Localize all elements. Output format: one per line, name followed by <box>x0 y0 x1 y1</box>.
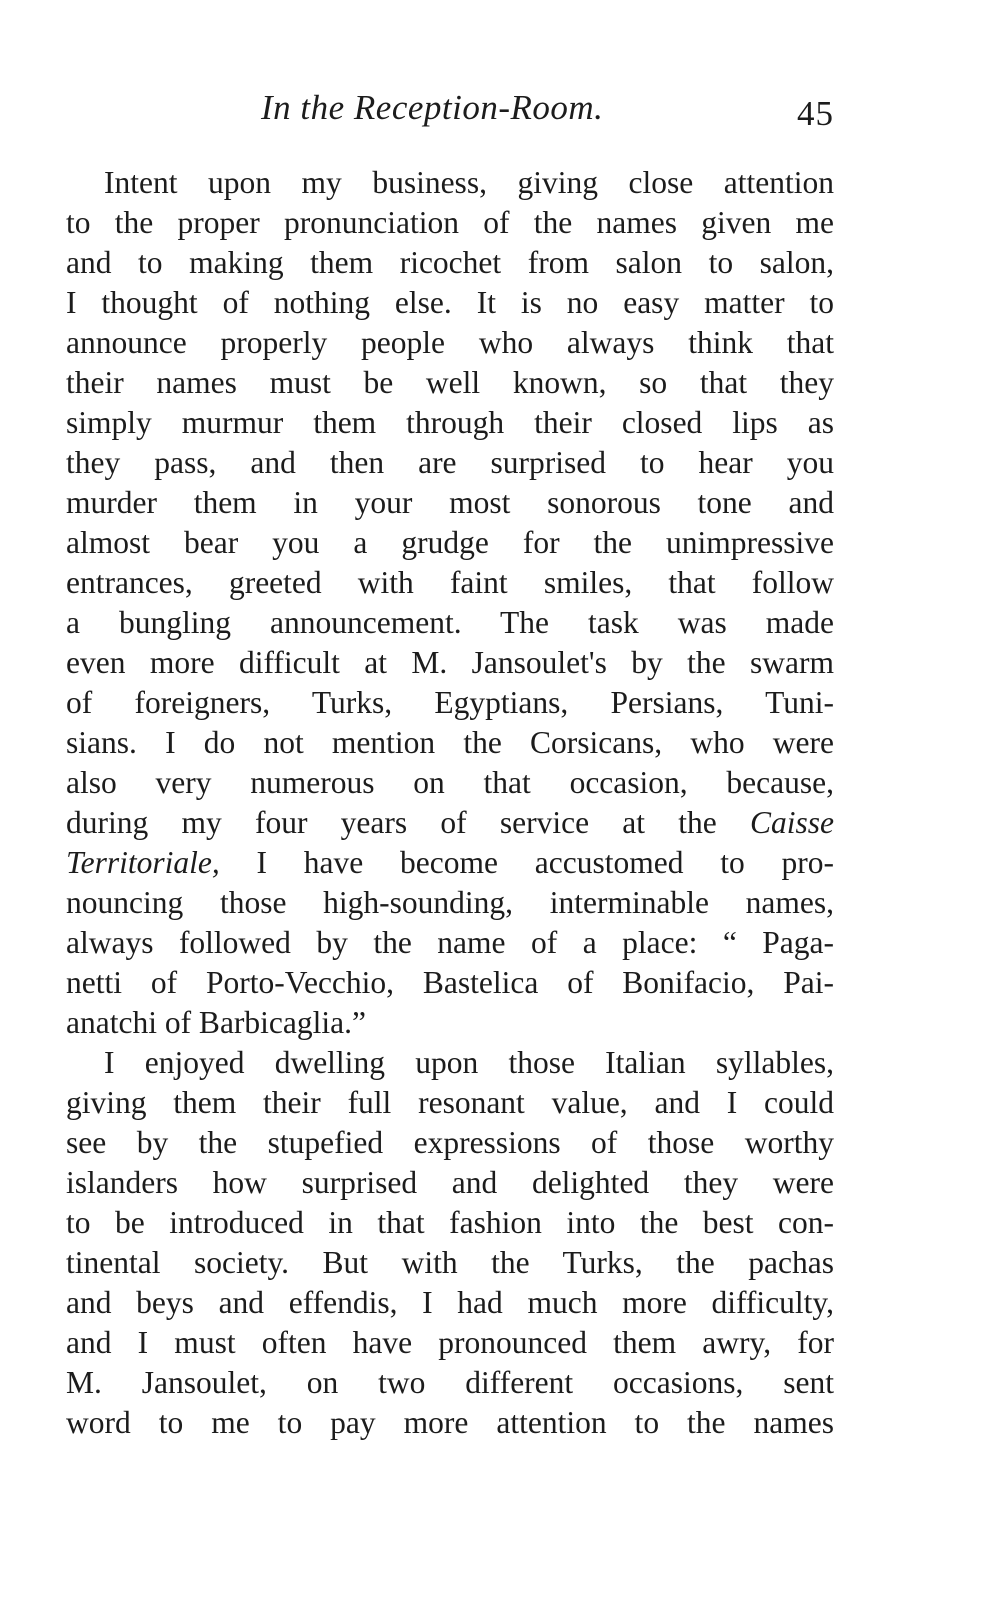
running-title: In the Reception-Room. <box>261 88 604 127</box>
text-line: word to me to pay more attention to the names <box>66 1405 834 1440</box>
text-line: almost bear you a grudge for the unimpressive <box>66 525 834 560</box>
text-line: M. Jansoulet, on two different occasions, sent <box>66 1365 834 1400</box>
text-line: even more difficult at M. Jansoulet's by the swarm <box>66 645 834 680</box>
text-line: islanders how surprised and delighted they were <box>66 1165 834 1200</box>
page-header <box>66 88 834 138</box>
italic-term: Territoriale, <box>66 845 220 880</box>
text-line: simply murmur them through their closed lips as <box>66 405 834 440</box>
text-line: sians. I do not mention the Corsicans, who were <box>66 725 834 760</box>
page-number: 45 <box>797 94 834 133</box>
text-line: and to making them ricochet from salon to salon, <box>66 245 834 280</box>
text-line: see by the stupefied expressions of those worthy <box>66 1125 834 1160</box>
text-line: murder them in your most sonorous tone and <box>66 485 834 520</box>
text-line: a bungling announcement. The task was made <box>66 605 834 640</box>
text-line: anatchi of Barbicaglia.” <box>66 1005 366 1040</box>
body-text <box>66 163 834 1443</box>
text-line <box>66 843 834 883</box>
text-line: netti of Porto-Vecchio, Bastelica of Bonifacio, Pai- <box>66 965 834 1000</box>
text-line: giving them their full resonant value, and I could <box>66 1085 834 1120</box>
text-line: and I must often have pronounced them awry, for <box>66 1325 834 1360</box>
text-line: announce properly people who always think that <box>66 325 834 360</box>
text-line: tinental society. But with the Turks, the pachas <box>66 1245 834 1280</box>
italic-term: Caisse <box>749 805 834 840</box>
text-line: also very numerous on that occasion, because, <box>66 765 834 800</box>
text-line: to the proper pronunciation of the names given me <box>66 205 834 240</box>
text-segment: I have become accustomed to pro- <box>219 845 834 880</box>
text-line: their names must be well known, so that they <box>66 365 834 400</box>
text-segment: during my four years of service at the <box>66 805 750 840</box>
text-line: nouncing those high-sounding, interminable names, <box>66 885 834 920</box>
text-line: I thought of nothing else. It is no easy matter to <box>66 285 834 320</box>
text-line <box>66 803 834 843</box>
text-line: I enjoyed dwelling upon those Italian syllables, <box>104 1045 834 1080</box>
text-line: of foreigners, Turks, Egyptians, Persians, Tuni- <box>66 685 834 720</box>
text-line: to be introduced in that fashion into the best con- <box>66 1205 834 1240</box>
text-line: always followed by the name of a place: “ Paga- <box>66 925 834 960</box>
text-line: Intent upon my business, giving close attention <box>104 165 834 200</box>
text-line: they pass, and then are surprised to hear you <box>66 445 834 480</box>
text-line: and beys and effendis, I had much more difficulty, <box>66 1285 834 1320</box>
text-line: entrances, greeted with faint smiles, that follow <box>66 565 834 600</box>
